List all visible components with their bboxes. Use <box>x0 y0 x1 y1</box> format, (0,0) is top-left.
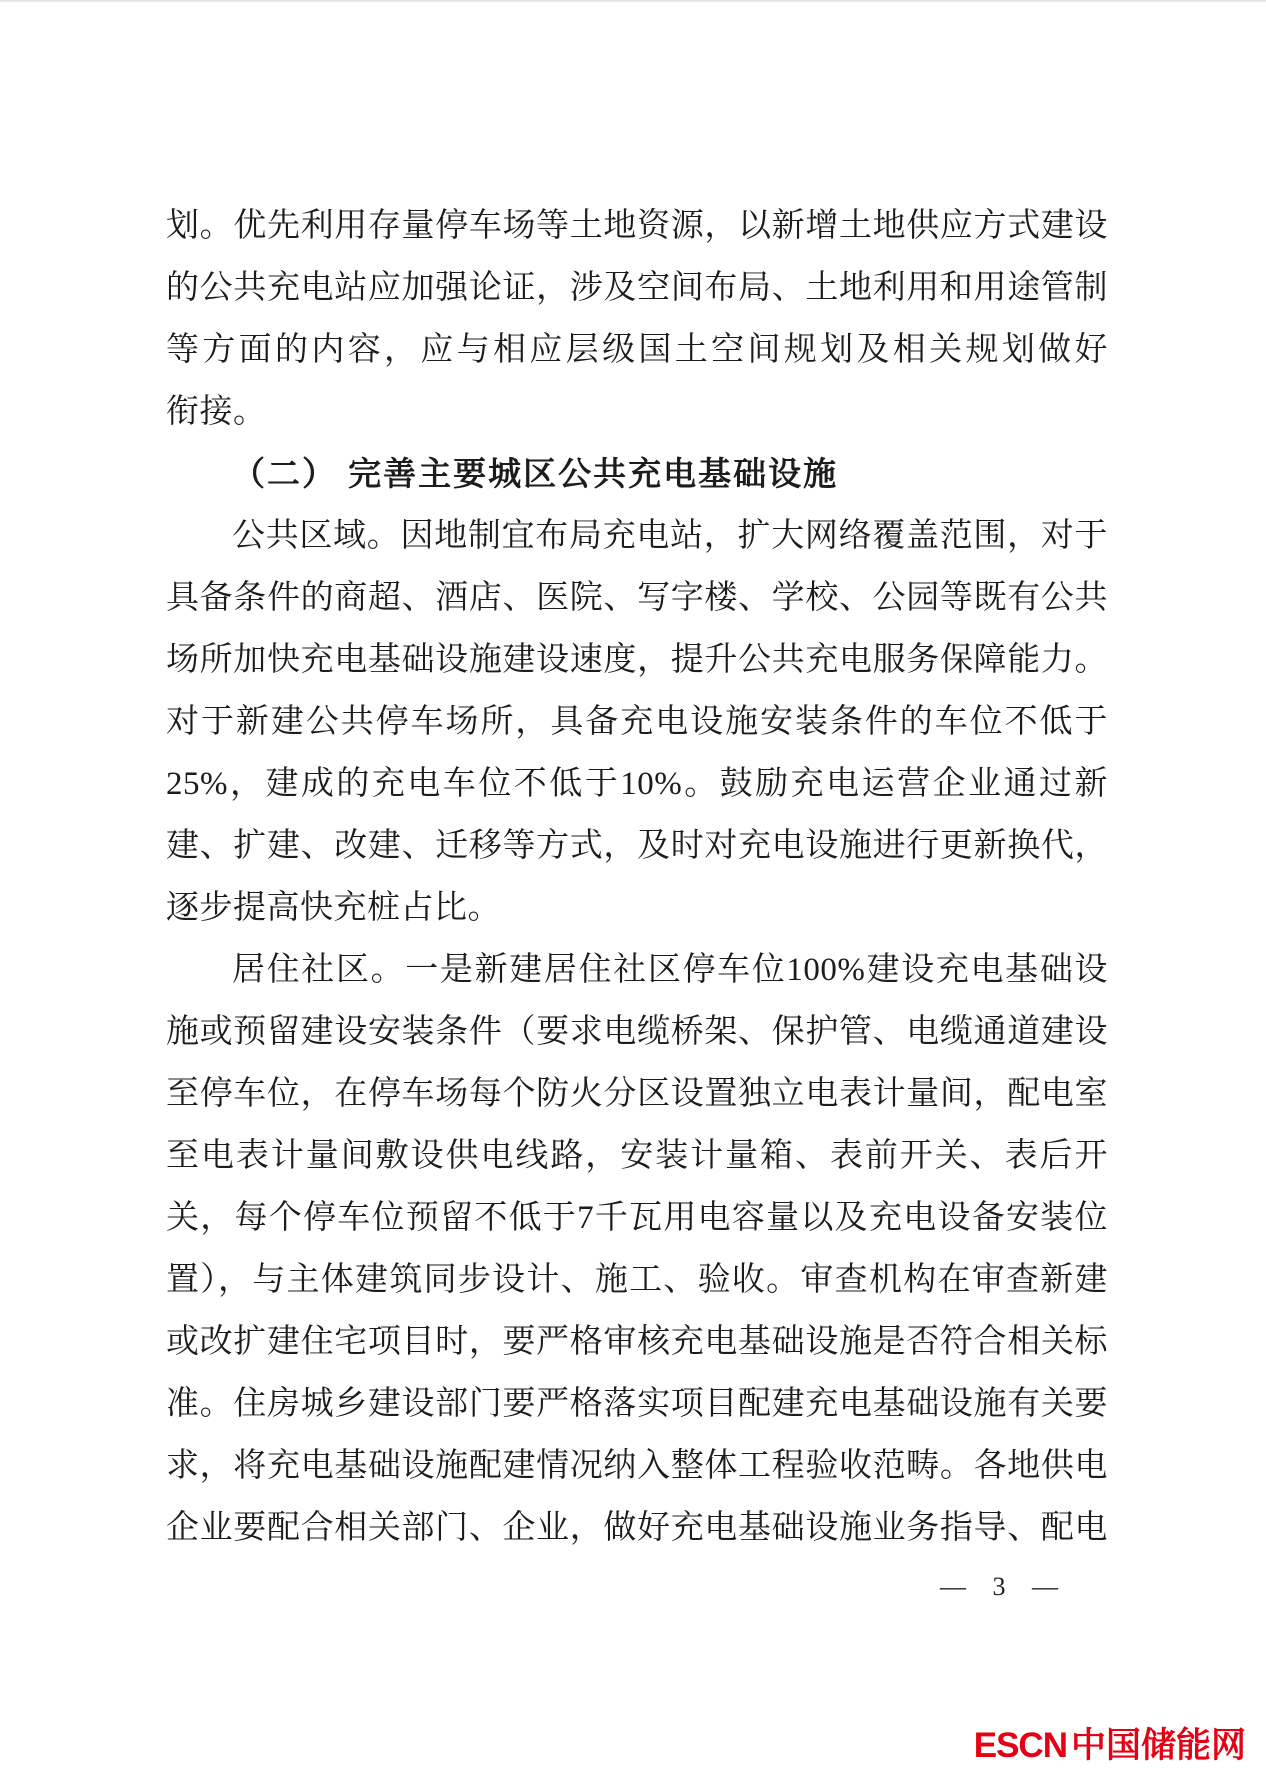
text-line-21: 求，将充电基础设施配建情况纳入整体工程验收范畴。各地供电 <box>166 1448 1108 1484</box>
page-number: — 3 — <box>940 1572 1068 1601</box>
text-line-13: 居住社区。一是新建居住社区停车位100%建设充电基础设 <box>232 952 1108 988</box>
text-line-16: 至电表计量间敷设供电线路，安装计量箱、表前开关、表后开 <box>166 1138 1108 1174</box>
text-line-1: 划。优先利用存量停车场等土地资源，以新增土地供应方式建设 <box>166 208 1108 244</box>
section-heading: （二） 完善主要城区公共充电基础设施 <box>232 455 839 492</box>
watermark-cjk-text: 中国储能网 <box>1070 1726 1246 1765</box>
text-line-17: 关，每个停车位预留不低于7千瓦用电容量以及充电设备安装位 <box>166 1200 1108 1236</box>
text-line-4: 衔接。 <box>166 394 267 430</box>
scan-edge-artifact <box>0 0 1266 3</box>
text-line-15: 至停车位，在停车场每个防火分区设置独立电表计量间，配电室 <box>166 1076 1108 1112</box>
escn-watermark-logo <box>974 1718 1246 1768</box>
text-line-8: 场所加快充电基础设施建设速度，提升公共充电服务保障能力。 <box>166 642 1108 678</box>
text-line-18: 置），与主体建筑同步设计、施工、验收。审查机构在审查新建 <box>166 1262 1108 1298</box>
watermark-latin-text: ESCN <box>973 1726 1067 1765</box>
text-line-11: 建、扩建、改建、迁移等方式，及时对充电设施进行更新换代， <box>166 828 1108 864</box>
text-line-9: 对于新建公共停车场所，具备充电设施安装条件的车位不低于 <box>166 704 1108 740</box>
text-line-3: 等方面的内容，应与相应层级国土空间规划及相关规划做好 <box>166 332 1108 368</box>
text-line-2: 的公共充电站应加强论证，涉及空间布局、土地利用和用途管制 <box>166 270 1108 306</box>
text-line-14: 施或预留建设安装条件（要求电缆桥架、保护管、电缆通道建设 <box>166 1014 1108 1050</box>
text-line-10: 25%，建成的充电车位不低于10%。鼓励充电运营企业通过新 <box>166 766 1108 802</box>
text-line-19: 或改扩建住宅项目时，要严格审核充电基础设施是否符合相关标 <box>166 1324 1108 1360</box>
text-line-6: 公共区域。因地制宜布局充电站，扩大网络覆盖范围，对于 <box>232 518 1108 554</box>
text-line-22: 企业要配合相关部门、企业，做好充电基础设施业务指导、配电 <box>166 1510 1108 1546</box>
text-line-7: 具备条件的商超、酒店、医院、写字楼、学校、公园等既有公共 <box>166 580 1108 616</box>
text-line-12: 逐步提高快充桩占比。 <box>166 890 501 926</box>
text-column <box>166 195 1108 1559</box>
text-line-20: 准。住房城乡建设部门要严格落实项目配建充电基础设施有关要 <box>166 1386 1108 1422</box>
